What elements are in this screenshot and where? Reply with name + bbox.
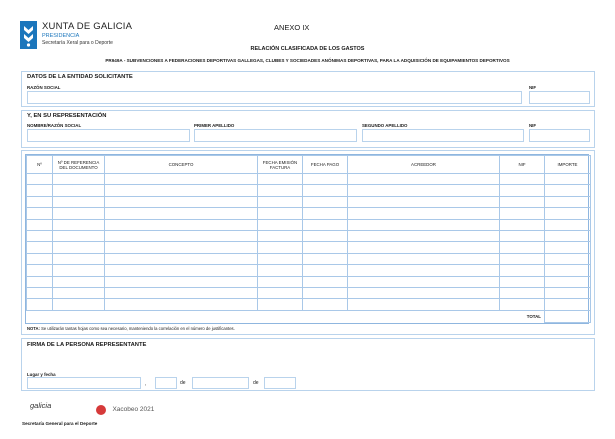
column-header: ACREEDOR	[348, 156, 500, 174]
nombre-field[interactable]	[27, 129, 190, 142]
razon-social-label: RAZÓN SOCIAL	[27, 85, 61, 90]
table-cell[interactable]	[500, 219, 545, 230]
xacobeo-mark-icon	[96, 405, 106, 415]
table-cell[interactable]	[545, 265, 591, 276]
table-cell[interactable]	[53, 219, 105, 230]
document-subtitle: PR949A - SUBVENCIONES A FEDERACIONES DEPORTIVAS GALLEGAS, CLUBES Y SOCIEDADES ANÓNIMAS DEPORTIVAS, PARA LA ADQUISICIÓN DE EQUIPAMIENTOS DEPORTIVOS	[105, 58, 510, 63]
table-cell[interactable]	[53, 299, 105, 311]
expenses-table	[25, 154, 589, 324]
table-cell[interactable]	[258, 219, 303, 230]
de-separator-2: de	[253, 380, 259, 386]
table-cell[interactable]	[27, 276, 53, 287]
note-body: Se utilizarán tantas hojas como sea necesario, manteniendo la correlación en el número de justificantes.	[41, 326, 235, 331]
table-cell[interactable]	[258, 231, 303, 242]
table-cell[interactable]	[348, 242, 500, 253]
table-cell[interactable]	[53, 174, 105, 185]
table-cell[interactable]	[27, 185, 53, 196]
table-cell[interactable]	[27, 253, 53, 264]
table-cell[interactable]	[303, 231, 348, 242]
representative-nif-field[interactable]	[529, 129, 590, 142]
table-cell[interactable]	[348, 253, 500, 264]
table-cell[interactable]	[105, 231, 258, 242]
table-cell[interactable]	[105, 185, 258, 196]
table-header-row	[27, 156, 591, 174]
applicant-nif-field[interactable]	[529, 91, 590, 104]
table-cell[interactable]	[303, 174, 348, 185]
table-cell[interactable]	[500, 231, 545, 242]
table-row	[27, 288, 591, 299]
table-cell[interactable]	[303, 242, 348, 253]
table-cell[interactable]	[500, 174, 545, 185]
table-cell[interactable]	[500, 299, 545, 311]
table-cell[interactable]	[303, 196, 348, 207]
sub-department-name: Secretaría Xeral para o Deporte	[42, 40, 113, 46]
day-field[interactable]	[155, 377, 177, 389]
total-spacer	[53, 311, 105, 323]
table-cell[interactable]	[348, 265, 500, 276]
table-cell[interactable]	[545, 288, 591, 299]
table-cell[interactable]	[545, 299, 591, 311]
applicant-section-title: DATOS DE LA ENTIDAD SOLICITANTE	[27, 74, 133, 80]
table-cell[interactable]	[53, 208, 105, 219]
table-row	[27, 253, 591, 264]
table-cell[interactable]	[500, 265, 545, 276]
representative-section-title: Y, EN SU REPRESENTACIÓN	[27, 113, 107, 119]
table-cell[interactable]	[348, 276, 500, 287]
table-cell[interactable]	[105, 174, 258, 185]
table-cell[interactable]	[545, 185, 591, 196]
table-cell[interactable]	[258, 185, 303, 196]
total-spacer	[348, 311, 500, 323]
table-cell[interactable]	[545, 276, 591, 287]
table-cell[interactable]	[105, 196, 258, 207]
table-cell[interactable]	[545, 174, 591, 185]
department-name: PRESIDENCIA	[42, 33, 80, 39]
xacobeo-logo-text: Xacobeo 2021	[112, 406, 155, 414]
table-cell[interactable]	[500, 185, 545, 196]
table-cell[interactable]	[303, 253, 348, 264]
table-cell[interactable]	[545, 231, 591, 242]
table-row	[27, 265, 591, 276]
table-cell[interactable]	[258, 265, 303, 276]
table-cell[interactable]	[105, 265, 258, 276]
table-cell[interactable]	[27, 231, 53, 242]
table-cell[interactable]	[348, 196, 500, 207]
table-cell[interactable]	[27, 196, 53, 207]
table-cell[interactable]	[258, 174, 303, 185]
column-header: NIF	[500, 156, 545, 174]
table-cell[interactable]	[500, 242, 545, 253]
table-cell[interactable]	[303, 276, 348, 287]
total-label: TOTAL	[500, 311, 545, 323]
table-cell[interactable]	[105, 288, 258, 299]
table-cell[interactable]	[105, 219, 258, 230]
total-row	[27, 311, 591, 323]
nombre-label: NOMBRE/RAZÓN SOCIAL	[27, 123, 82, 128]
table-cell[interactable]	[545, 219, 591, 230]
table-cell[interactable]	[258, 208, 303, 219]
table-row	[27, 208, 591, 219]
table-row	[27, 276, 591, 287]
table-row	[27, 196, 591, 207]
table-cell[interactable]	[348, 208, 500, 219]
note-prefix: NOTA:	[27, 326, 40, 331]
footer-text: Secretaría General para el Deporte	[22, 421, 98, 426]
table-cell[interactable]	[500, 276, 545, 287]
table-cell[interactable]	[27, 174, 53, 185]
table-cell[interactable]	[303, 208, 348, 219]
total-value-cell[interactable]	[545, 311, 591, 323]
table-cell[interactable]	[53, 242, 105, 253]
total-spacer	[105, 311, 258, 323]
note-text	[27, 326, 235, 331]
xunta-emblem-icon	[20, 21, 37, 49]
table-cell[interactable]	[545, 253, 591, 264]
table-row	[27, 299, 591, 311]
signature-section	[21, 338, 595, 391]
column-header: FECHA PAGO	[303, 156, 348, 174]
table-cell[interactable]	[105, 299, 258, 311]
column-header: CONCEPTO	[105, 156, 258, 174]
table-cell[interactable]	[27, 288, 53, 299]
primer-apellido-field[interactable]	[194, 129, 357, 142]
primer-apellido-label: PRIMER APELLIDO	[194, 123, 235, 128]
table-cell[interactable]	[303, 265, 348, 276]
table-cell[interactable]	[27, 299, 53, 311]
table-cell[interactable]	[105, 242, 258, 253]
table-cell[interactable]	[258, 288, 303, 299]
table-cell[interactable]	[348, 231, 500, 242]
table-row	[27, 185, 591, 196]
galicia-logo: galicia	[30, 401, 52, 410]
table-cell[interactable]	[27, 208, 53, 219]
segundo-apellido-field[interactable]	[362, 129, 524, 142]
table-cell[interactable]	[545, 196, 591, 207]
place-field[interactable]	[27, 377, 141, 389]
table-cell[interactable]	[303, 288, 348, 299]
table-cell[interactable]	[258, 196, 303, 207]
place-date-label: Lugar y fecha	[27, 372, 56, 377]
table-cell[interactable]	[303, 185, 348, 196]
table-cell[interactable]	[53, 276, 105, 287]
table-cell[interactable]	[258, 299, 303, 311]
table-cell[interactable]	[500, 208, 545, 219]
table-cell[interactable]	[303, 299, 348, 311]
table-row	[27, 219, 591, 230]
table-cell[interactable]	[348, 174, 500, 185]
table-cell[interactable]	[27, 219, 53, 230]
table-cell[interactable]	[105, 253, 258, 264]
table-cell[interactable]	[53, 231, 105, 242]
signature-section-title: FIRMA DE LA PERSONA REPRESENTANTE	[27, 342, 147, 348]
razon-social-field[interactable]	[27, 91, 522, 104]
org-name: XUNTA DE GALICIA	[42, 21, 133, 32]
table-cell[interactable]	[53, 253, 105, 264]
table-cell[interactable]	[500, 253, 545, 264]
total-spacer	[27, 311, 53, 323]
table-cell[interactable]	[348, 288, 500, 299]
applicant-section	[21, 71, 595, 107]
applicant-nif-label: NIF	[529, 85, 537, 90]
table-cell[interactable]	[105, 276, 258, 287]
comma-separator: ,	[145, 381, 147, 387]
table-cell[interactable]	[348, 185, 500, 196]
table-cell[interactable]	[27, 242, 53, 253]
document-title: RELACIÓN CLASIFICADA DE LOS GASTOS	[250, 46, 365, 52]
table-cell[interactable]	[348, 219, 500, 230]
annex-label: ANEXO IX	[274, 23, 310, 32]
month-field[interactable]	[192, 377, 249, 389]
year-field[interactable]	[264, 377, 296, 389]
table-cell[interactable]	[105, 208, 258, 219]
total-spacer	[303, 311, 348, 323]
xacobeo-logo	[96, 401, 154, 413]
table-cell[interactable]	[545, 208, 591, 219]
column-header: Nº	[27, 156, 53, 174]
column-header: Nº DE REFERENCIA DEL DOCUMENTO	[53, 156, 105, 174]
representative-nif-label: NIF	[529, 123, 537, 128]
table-cell[interactable]	[53, 265, 105, 276]
table-cell[interactable]	[303, 219, 348, 230]
table-cell[interactable]	[348, 299, 500, 311]
table-cell[interactable]	[258, 253, 303, 264]
table-cell[interactable]	[27, 265, 53, 276]
table-cell[interactable]	[53, 288, 105, 299]
table-row	[27, 174, 591, 185]
table-row	[27, 231, 591, 242]
representative-section	[21, 110, 595, 148]
table-row	[27, 242, 591, 253]
table-cell[interactable]	[500, 196, 545, 207]
de-separator-1: de	[180, 380, 186, 386]
table-cell[interactable]	[545, 242, 591, 253]
table-cell[interactable]	[258, 242, 303, 253]
table-cell[interactable]	[500, 288, 545, 299]
table-cell[interactable]	[53, 185, 105, 196]
column-header: FECHA EMISIÓN FACTURA	[258, 156, 303, 174]
segundo-apellido-label: SEGUNDO APELLIDO	[362, 123, 408, 128]
table-cell[interactable]	[258, 276, 303, 287]
table-cell[interactable]	[53, 196, 105, 207]
column-header: IMPORTE	[545, 156, 591, 174]
total-spacer	[258, 311, 303, 323]
